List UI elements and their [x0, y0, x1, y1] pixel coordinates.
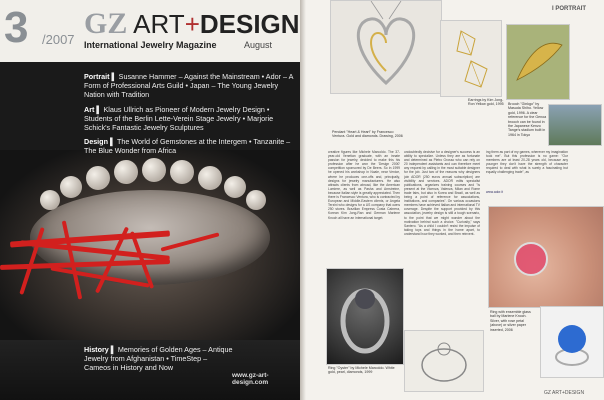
article-column-1: creative figures like Michele Marcoldo. The 37-year-old Venetian graduate, with an innate passion for jewelry, decided to make this his profession after he won the 'Design 2000' competition sponsored by De Beers. So in 1999 he opened his workshop in Noale, near Venice, where he produces one-offs and, principally, designs for jewelry manufacturers. He also attracts clients from abroad, like the American Lumiere, as well as Pasha and Arnstreine, because Italian style is greatly appreciated. Then there is Francesco Ventura, who is contracted by European and Middle-Eastern clients, or Angela Terzini who designs for a US company that owns 250 stores. Brazilian Empress Costa Cabrera, Korean Kim Jong-Ran and German Marlene Knoch all have an international target. [328, 150, 400, 220]
oyster-ring-photo [326, 268, 404, 365]
glass-ring-hand-photo [488, 206, 604, 308]
toc-section: History [84, 345, 109, 354]
page-footer: GZ ART+DESIGN [544, 390, 585, 396]
toc-entry: Design ▌ The World of Gemstones at the Intergem • Tanzanite – The Blue Wonder from Africa [84, 137, 291, 156]
pearl-bead [60, 176, 82, 198]
article-column-2: undoubtedly decisive for a designer's success is an ability to specialize. Unless they are as fortunate and determined as Pietro Grosso who can rely on 20 independent assistants and can therefore meet any request by calling in the most suitable designer for the job. Just two of the reasons why designers join ADOR (250 euros annual subscription) are visibility and services. ADOR edits specialist publications, organizes training courses and "is present at the Vicenza, Valenza, Milan and Rome trade fairs, but also in Korea and Brazil, as well as being a point of reference for associations, institutions, and companies". On various occasions members have achieved Italian and international TV coverage. Despite the support provided by this association, jewelry design is still a tough scenario, to the point that we might wonder about the motivation behind such a choice. "Curiosity," says Santero. "As a child I couldn't resist the impulse of taking toys and things in the home apart, to understand how they worked, and then reinvent- [404, 150, 480, 236]
pendant-photo [330, 0, 442, 94]
ador-link[interactable]: www.ador.it [486, 190, 503, 194]
brooch-photo [506, 24, 570, 100]
pearl-bead [198, 166, 222, 190]
toc-text: Klaus Ullrich as Pioneer of Modern Jewelry Design • Students of the Berlin Lette-Verein Stage Jewelry • Marjorie Schick's Fantastic Jewelry Sculptures [84, 104, 274, 133]
toc-entry-history: History ▌ Memories of Golden Ages – Antique Jewelry from Afghanistan • TimeStep – Cameos in History and Now [84, 345, 233, 373]
toc-section: Art [84, 104, 95, 114]
magazine-inner-page [300, 0, 604, 400]
toc-text: Memories of Golden Ages – Antique Jewelry from Afghanistan • TimeStep – Cameos in History and Now [84, 345, 233, 373]
logo-plus: + [184, 9, 200, 39]
pearl-ring-icon [327, 269, 403, 364]
toc-text: Susanne Hammer – Against the Mainstream • Ador – A Form of Professional Arts Guild • Japan – The Young Jewelry Nation with Tradition [84, 72, 293, 100]
issue-month: August [244, 40, 273, 50]
issue-year: /2007 [42, 32, 75, 47]
pearl-bead [142, 158, 166, 182]
toc-entry: Portrait ▌ Susanne Hammer – Against the Mainstream • Ador – A Form of Professional Arts Guild • Japan – The Young Jewelry Nation with Tradition [84, 72, 293, 100]
pearl-bead [114, 160, 138, 184]
section-tag-label: PORTRAIT [555, 6, 587, 12]
ring-sketch-icon [405, 331, 483, 391]
pearl-bead [170, 160, 194, 184]
toc-section: Portrait [84, 72, 110, 81]
geometric-earring-icon [441, 21, 501, 96]
caption-earrings: Earrings by Kim Jong-Ron Yellow gold, 1995 [468, 98, 504, 107]
pearl-bead [86, 166, 110, 190]
magazine-cover [0, 0, 300, 400]
toc-entry: Art ▌ Klaus Ullrich as Pioneer of Modern Jewelry Design • Students of the Berlin Lette-Verein Stage Jewelry • Marjorie Schick's Fantastic Jewelry Sculptures [84, 104, 274, 133]
caption-brooch: Brooch "Ginkgo" by Masuda Shiho. Yellow gold, 1996. A clear reference for the Genoa brooch can be found in the Japanese Kenzo Tange's stadium built in 1964 in Tokyo [508, 102, 547, 137]
pearl-bead [224, 176, 246, 198]
heart-pendant-icon [331, 1, 441, 93]
earrings-photo [440, 20, 502, 97]
glass-ball-ring-icon [489, 207, 603, 307]
magazine-logo [84, 7, 300, 40]
section-tag: I PORTRAIT [552, 6, 587, 12]
caption-pendant: Pendant "Heart & Heart" by Francesco Ventura. Gold and diamonds. Drawing, 2006 [332, 130, 403, 139]
glass-ring-blue-photo [540, 306, 604, 378]
logo-gz: GZ [84, 7, 128, 40]
pearl-bead [246, 190, 266, 210]
article-column-3: ing them as part of my games, wherever my imagination took me". But this profession is no game: "Our members are at least 20-28 years old, because any younger they don't have the strength of character required to deal with what is surely a fascinating but equally challenging trade", as [486, 150, 568, 175]
masthead [0, 0, 300, 62]
caption-oyster-ring: Ring "Oyster" by Michele Marcoldo. White gold, pearl, diamonds, 1999 [328, 366, 395, 375]
stadium-photo [548, 104, 602, 146]
ginkgo-brooch-icon [507, 25, 569, 99]
logo-art: ART [133, 9, 185, 39]
cover-table-of-contents [84, 72, 294, 161]
website-link[interactable]: www.gz-art-design.com [232, 372, 269, 386]
issue-number: 3 [4, 3, 29, 52]
caption-glass-ring: Ring with ensemble glass ball by Marlene Knoch. Silver, with rose petal (above) or silver paper inserted, 2006 [490, 310, 531, 332]
toc-section: Design [84, 137, 108, 147]
blue-glass-ring-icon [541, 307, 603, 377]
pearl-bead [40, 190, 60, 210]
toc-text: The World of Gemstones at the Intergem • Tanzanite – The Blue Wonder from Africa [84, 137, 291, 156]
ring-sketch-photo [404, 330, 484, 392]
page-gutter [300, 0, 306, 400]
logo-design: DESIGN [199, 9, 300, 39]
magazine-subtitle: International Jewelry Magazine [84, 40, 217, 50]
